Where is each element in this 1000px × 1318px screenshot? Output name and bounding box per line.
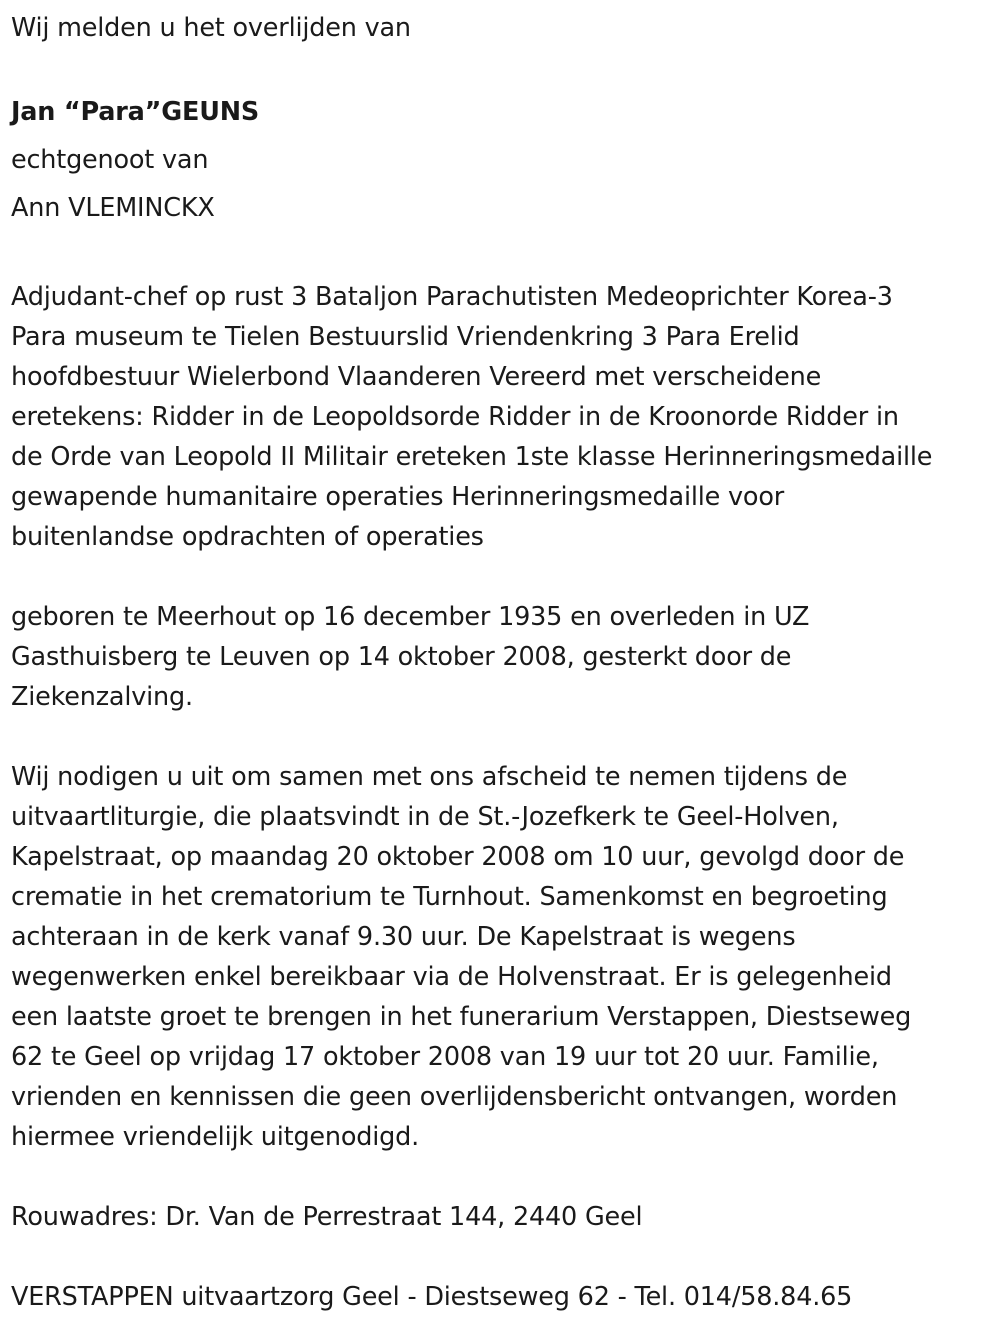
titles-line: de Orde van Leopold II Militair ereteken 1ste klasse Herinneringsmedaille: [11, 442, 933, 472]
titles-line: buitenlandse opdrachten of operaties: [11, 522, 484, 552]
funeral-paragraph: [11, 757, 991, 1157]
birth-death-line: Ziekenzalving.: [11, 682, 193, 712]
funeral-line: crematie in het crematorium te Turnhout. Samenkomst en begroeting: [11, 882, 888, 912]
undertaker-contact: VERSTAPPEN uitvaartzorg Geel - Diestseweg 62 - Tel. 014/58.84.65: [11, 1282, 853, 1312]
funeral-line: Wij nodigen u uit om samen met ons afscheid te nemen tijdens de: [11, 762, 848, 792]
birth-death-line: geboren te Meerhout op 16 december 1935 en overleden in UZ: [11, 602, 810, 632]
birth-death-paragraph: [11, 597, 991, 717]
funeral-line: Kapelstraat, op maandag 20 oktober 2008 om 10 uur, gevolgd door de: [11, 842, 905, 872]
funeral-line: hiermee vriendelijk uitgenodigd.: [11, 1122, 420, 1152]
funeral-line: achteraan in de kerk vanaf 9.30 uur. De Kapelstraat is wegens: [11, 922, 796, 952]
intro-text: Wij melden u het overlijden van: [11, 13, 411, 43]
funeral-line: 62 te Geel op vrijdag 17 oktober 2008 van 19 uur tot 20 uur. Familie,: [11, 1042, 879, 1072]
funeral-line: uitvaartliturgie, die plaatsvindt in de St.-Jozefkerk te Geel-Holven,: [11, 802, 839, 832]
titles-line: Para museum te Tielen Bestuurslid Vriendenkring 3 Para Erelid: [11, 322, 800, 352]
funeral-line: wegenwerken enkel bereikbaar via de Holvenstraat. Er is gelegenheid: [11, 962, 892, 992]
deceased-name: Jan “Para”GEUNS: [11, 97, 260, 127]
titles-line: gewapende humanitaire operaties Herinneringsmedaille voor: [11, 482, 784, 512]
titles-line: hoofdbestuur Wielerbond Vlaanderen Vereerd met verscheidene: [11, 362, 822, 392]
funeral-line: een laatste groet te brengen in het funerarium Verstappen, Diestseweg: [11, 1002, 912, 1032]
funeral-line: vrienden en kennissen die geen overlijdensbericht ontvangen, worden: [11, 1082, 898, 1112]
spouse-name: Ann VLEMINCKX: [11, 193, 215, 223]
birth-death-line: Gasthuisberg te Leuven op 14 oktober 2008, gesterkt door de: [11, 642, 792, 672]
titles-paragraph: [11, 277, 991, 557]
titles-line: eretekens: Ridder in de Leopoldsorde Ridder in de Kroonorde Ridder in: [11, 402, 899, 432]
mourning-address: Rouwadres: Dr. Van de Perrestraat 144, 2440 Geel: [11, 1202, 643, 1232]
spouse-label: echtgenoot van: [11, 145, 209, 175]
titles-line: Adjudant-chef op rust 3 Bataljon Parachutisten Medeoprichter Korea-3: [11, 282, 893, 312]
